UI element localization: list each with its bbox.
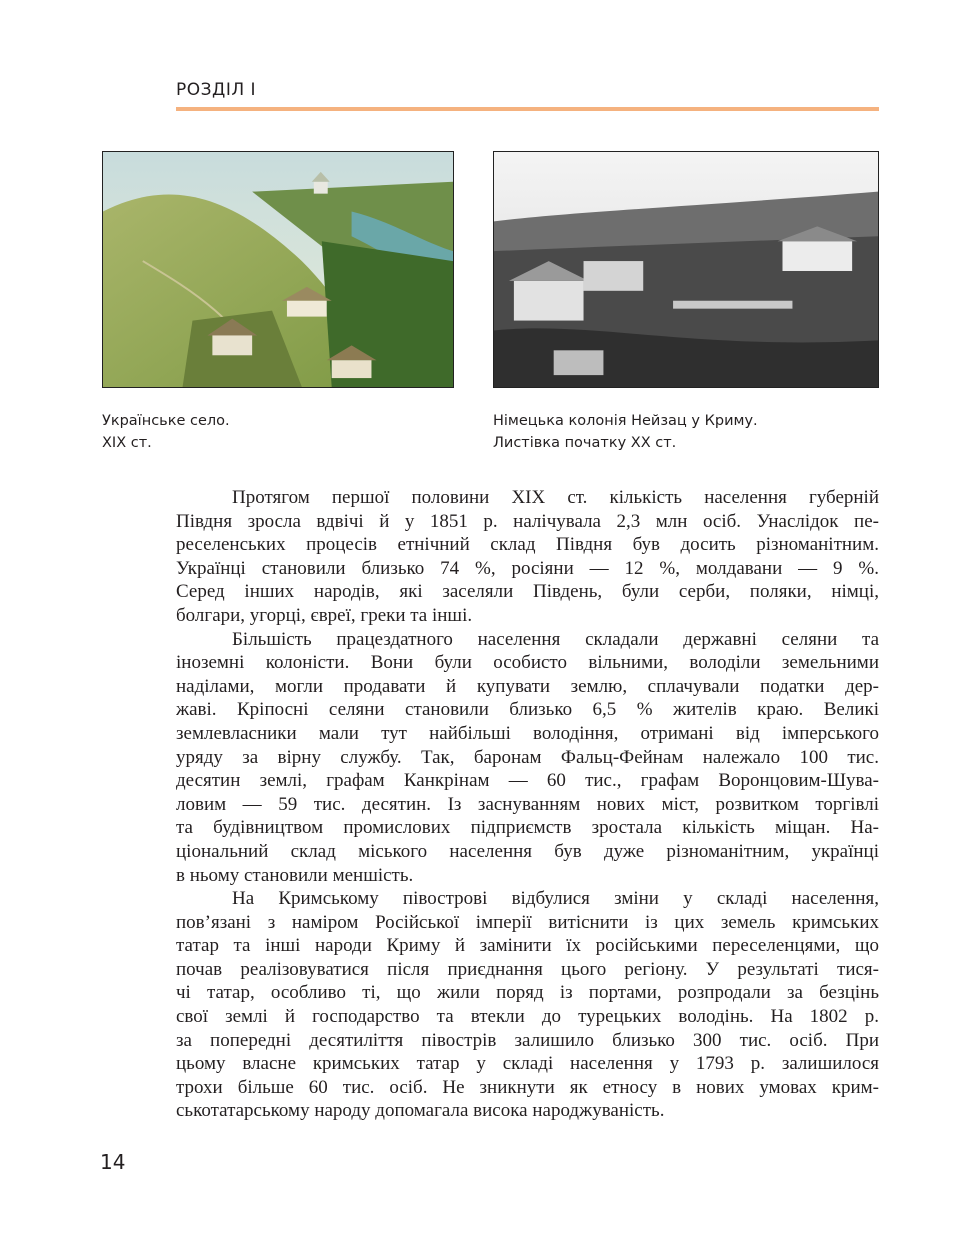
header-rule xyxy=(176,107,879,111)
text-line: землевласники мали тут найбільші володіння, отримані від імперського xyxy=(176,722,879,744)
text-line: та будівництвом промислових підприємств зростала кількість міщан. На- xyxy=(176,817,879,839)
text-line: трохи більше 60 тис. осіб. Не зникнути як етносу в нових умовах крим- xyxy=(176,1076,879,1098)
paragraph-population xyxy=(176,486,879,628)
text-line: ськотатарському народу допомагала висока народжуваність. xyxy=(176,1100,665,1122)
text-line: почав реалізовуватися після приєднання цього регіону. У результаті тися- xyxy=(176,958,879,980)
text-line: Більшість працездатного населення складали державні селяни та xyxy=(232,628,879,650)
text-line: ловим — 59 тис. десятин. Із заснуванням нових міст, розвитком торгівлі xyxy=(176,793,879,815)
text-line: Українці становили близько 74 %, росіяни — 12 %, молдавани — 9 %. xyxy=(176,557,879,579)
text-line: наділами, могли продавати й купувати землю, сплачували податки дер- xyxy=(176,675,879,697)
section-header: РОЗДІЛ I xyxy=(176,80,257,100)
left-photo-caption xyxy=(102,410,442,454)
paragraph-landowners xyxy=(176,628,879,888)
page-number: 14 xyxy=(100,1150,126,1174)
text-line: На Кримському півострові відбулися зміни у складі населення, xyxy=(232,888,879,910)
paragraph-crimea xyxy=(176,887,879,1123)
text-line: десятин землі, графам Канкрінам — 60 тис., графам Воронцовим-Шува- xyxy=(176,770,879,792)
body-text xyxy=(176,486,879,1123)
ukrainian-village-photo xyxy=(102,151,454,388)
text-line: іноземні колоністи. Вони були особисто вільними, володіли земельними xyxy=(176,652,879,674)
text-line: в ньому становили меншість. xyxy=(176,864,414,886)
text-line: пов’язані з наміром Російської імперії витіснити із цих земель кримських xyxy=(176,911,879,933)
text-line: Серед інших народів, які заселяли Південь, були серби, поляки, німці, xyxy=(176,581,879,603)
neizats-colony-photo xyxy=(493,151,879,388)
caption-line: Німецька колонія Нейзац у Криму. xyxy=(493,413,758,429)
text-line: чі татар, особливо ті, що жили поряд із портами, розпродали за безцінь xyxy=(176,982,879,1004)
text-line: Півдня зросла вдвічі й у 1851 р. налічувала 2,3 млн осіб. Унаслідок пе- xyxy=(176,510,879,532)
text-line: свої землі й господарство та втекли до турецьких володінь. На 1802 р. xyxy=(176,1006,879,1028)
caption-line: Українське село. xyxy=(102,413,230,429)
text-line: уряду за вірну службу. Так, баронам Фальц-Фейнам належало 100 тис. xyxy=(176,746,879,768)
text-line: реселенських процесів етнічний склад Півдня був досить різноманітним. xyxy=(176,534,879,556)
text-line: за попередні десятиліття півострів залишило близько 300 тис. осіб. При xyxy=(176,1029,879,1051)
text-line: татар та інші народи Криму й замінити їх російськими переселенцями, що xyxy=(176,935,879,957)
right-photo-caption xyxy=(493,410,879,454)
caption-line: XIX ст. xyxy=(102,435,152,451)
text-line: Протягом першої половини XIX ст. кількість населення губерній xyxy=(232,487,879,508)
text-line: жаві. Кріпосні селяни становили близько 6,5 % жителів краю. Великі xyxy=(176,699,879,721)
caption-line: Листівка початку XX ст. xyxy=(493,435,677,451)
text-line: болгари, угорці, євреї, греки та інші. xyxy=(176,604,473,626)
text-line: цьому власне кримських татар у складі населення у 1793 р. залишилося xyxy=(176,1053,879,1075)
text-line: ціональний склад міського населення був дуже різноманітним, українці xyxy=(176,840,879,862)
